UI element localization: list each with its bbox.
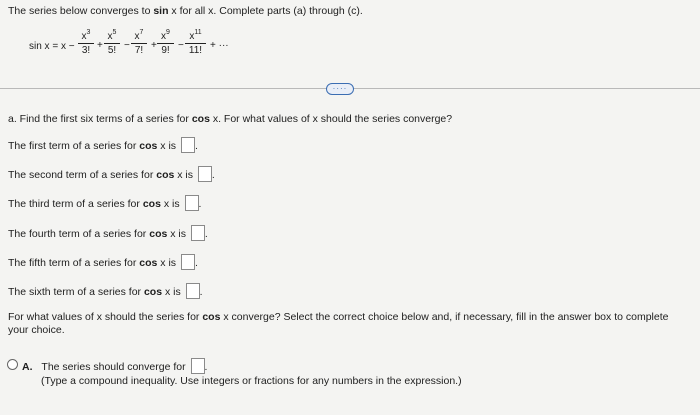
series-term [78,29,94,56]
term-row-suffix: x is [167,228,186,240]
term-row-fn: cos [139,257,158,269]
option-a-radio[interactable] [7,359,18,370]
term-row-1: The first term of a series for cos x is . [8,137,198,153]
series-term [157,29,174,56]
term-row-fn: cos [142,198,161,210]
option-a-letter: A. [22,361,33,373]
intro-fn: sin [153,5,169,17]
intro-text-before: The series below converges to [8,5,154,17]
term-row-label: The first term of a series for [8,140,140,152]
term-den: 5! [107,45,117,56]
term-num-exp: 5 [112,29,117,36]
third-term-answer-box[interactable] [185,195,199,211]
term-row-fn: cos [143,286,163,298]
fifth-term-answer-box[interactable] [181,254,195,270]
term-num-exp: 11 [194,29,202,36]
term-num-exp: 7 [139,29,144,36]
term-num-base: x [161,31,167,42]
term-row-fn: cos [149,228,168,240]
term-num-base: x [107,31,113,42]
term-row-5: The fifth term of a series for cos x is . [8,254,198,270]
option-a-hint: (Type a compound inequality. Use integers or fractions for any numbers in the expression.) [41,375,462,387]
series-op: + [151,40,157,51]
series-term [131,29,147,56]
question-text-before: a. Find the first six terms of a series for [8,113,192,125]
converge-text-after: x converge? Select the correct choice below and, if necessary, fill in the answer box to complete [220,311,669,323]
term-den: 7! [134,45,144,56]
option-a-text: The series should converge for [41,361,186,373]
series-term [185,29,206,56]
term-row-4: The fourth term of a series for cos x is . [8,225,208,241]
term-row-2: The second term of a series for cos x is . [8,166,215,182]
option-a: A. The series should converge for . [22,358,207,374]
part-a-question [8,113,452,125]
term-row-3: The third term of a series for cos x is . [8,195,201,211]
second-term-answer-box[interactable] [198,166,212,182]
term-row-label: The second term of a series for [8,169,157,181]
question-fn: cos [191,113,210,125]
converge-fn: cos [202,311,221,323]
term-row-suffix: x is [157,140,177,152]
question-text-after: x. For what values of x should the series converge? [209,113,453,125]
series-op: + [97,40,103,51]
intro-text-after: x for all x. Complete parts (a) through (c). [168,5,363,17]
term-num-exp: 9 [166,29,170,36]
first-term-answer-box[interactable] [181,137,195,153]
term-row-label: The sixth term of a series for [8,286,144,298]
series-tail: + ··· [210,40,229,51]
series-op: − [124,40,130,51]
term-den: 9! [161,45,170,56]
term-row-suffix: x is [160,198,180,210]
series-term [104,29,120,56]
term-den: 11! [188,45,203,56]
term-row-fn: cos [139,140,158,152]
sixth-term-answer-box[interactable] [186,283,200,299]
expand-button[interactable] [326,83,354,95]
term-row-suffix: x is [162,286,181,298]
term-num-base: x [189,31,195,42]
term-num-exp: 3 [86,29,91,36]
term-row-label: The third term of a series for [8,198,143,210]
intro-text [8,5,363,17]
converge-text-before: For what values of x should the series for [8,311,203,323]
convergence-question [8,311,696,337]
term-den: 3! [81,45,91,56]
term-num-base: x [81,31,87,42]
term-row-suffix: x is [174,169,193,181]
term-row-fn: cos [156,169,175,181]
term-row-label: The fifth term of a series for [8,257,140,269]
series-op: − [178,40,184,51]
term-num-base: x [134,31,140,42]
expand-dots-icon: ···· [332,84,348,93]
series-lhs: sin x = x − [29,41,75,52]
term-row-suffix: x is [157,257,177,269]
term-row-label: The fourth term of a series for [8,228,150,240]
sin-series-formula [0,26,260,66]
converge-text-line2: your choice. [8,324,65,336]
convergence-answer-box[interactable] [191,358,205,374]
fourth-term-answer-box[interactable] [191,225,205,241]
term-row-6: The sixth term of a series for cos x is . [8,283,203,299]
